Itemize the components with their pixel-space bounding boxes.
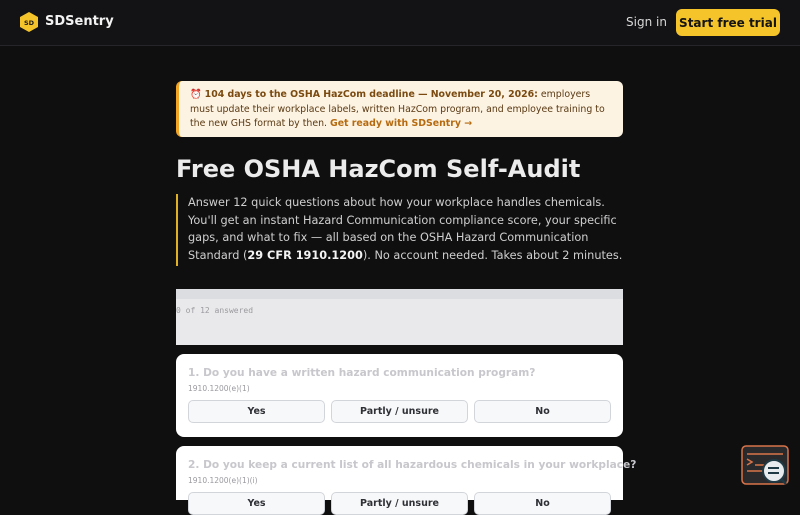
alarm-clock-icon: ⏰ [190,89,202,100]
sign-in-link[interactable]: Sign in [626,15,667,29]
page-title: Free OSHA HazCom Self-Audit [176,155,581,183]
answer-yes-button[interactable]: Yes [188,400,325,423]
get-ready-link[interactable]: Get ready with SDSentry → [330,118,473,129]
question-reference: 1910.1200(e)(1)(i) [188,476,258,485]
answer-no-button[interactable]: No [474,400,611,423]
progress-panel [176,289,623,345]
question-reference: 1910.1200(e)(1) [188,384,250,393]
chat-widget-icon[interactable] [741,445,789,485]
intro-part-1: Answer 12 quick questions about how your workplace handles chemicals. You'll get an instant Hazard Communication compliance score, your specific gaps, and what to fix — all based on the OSHA Hazard Communication Standard ( [188,196,617,262]
progress-bar [176,289,623,299]
top-nav [0,0,800,46]
intro-part-2: ). No account needed. Takes about 2 minutes. [362,248,623,262]
answer-partly-button[interactable]: Partly / unsure [331,492,468,515]
sdsentry-logo-icon[interactable] [20,12,38,32]
answer-yes-button[interactable]: Yes [188,492,325,515]
intro-text [176,194,623,266]
question-title: 2. Do you keep a current list of all hazardous chemicals in your workplace? [188,459,637,471]
question-card [176,354,623,437]
progress-counter: 0 of 12 answered [176,306,254,315]
start-free-trial-button[interactable]: Start free trial [676,9,780,36]
brand-name[interactable]: SDSentry [45,14,114,29]
answer-partly-button[interactable]: Partly / unsure [331,400,468,423]
answer-no-button[interactable]: No [474,492,611,515]
banner-deadline-text: 104 days to the OSHA HazCom deadline — November 20, 2026: [204,89,538,100]
question-title: 1. Do you have a written hazard communication program? [188,367,536,379]
deadline-banner [176,81,623,137]
svg-text:SD: SD [23,19,35,27]
intro-cfr-reference: 29 CFR 1910.1200 [247,248,363,262]
question-card [176,446,637,509]
banner-body-text: employers must update their workplace labels, written HazCom program, and employee training to the new GHS format by then. [190,89,605,129]
